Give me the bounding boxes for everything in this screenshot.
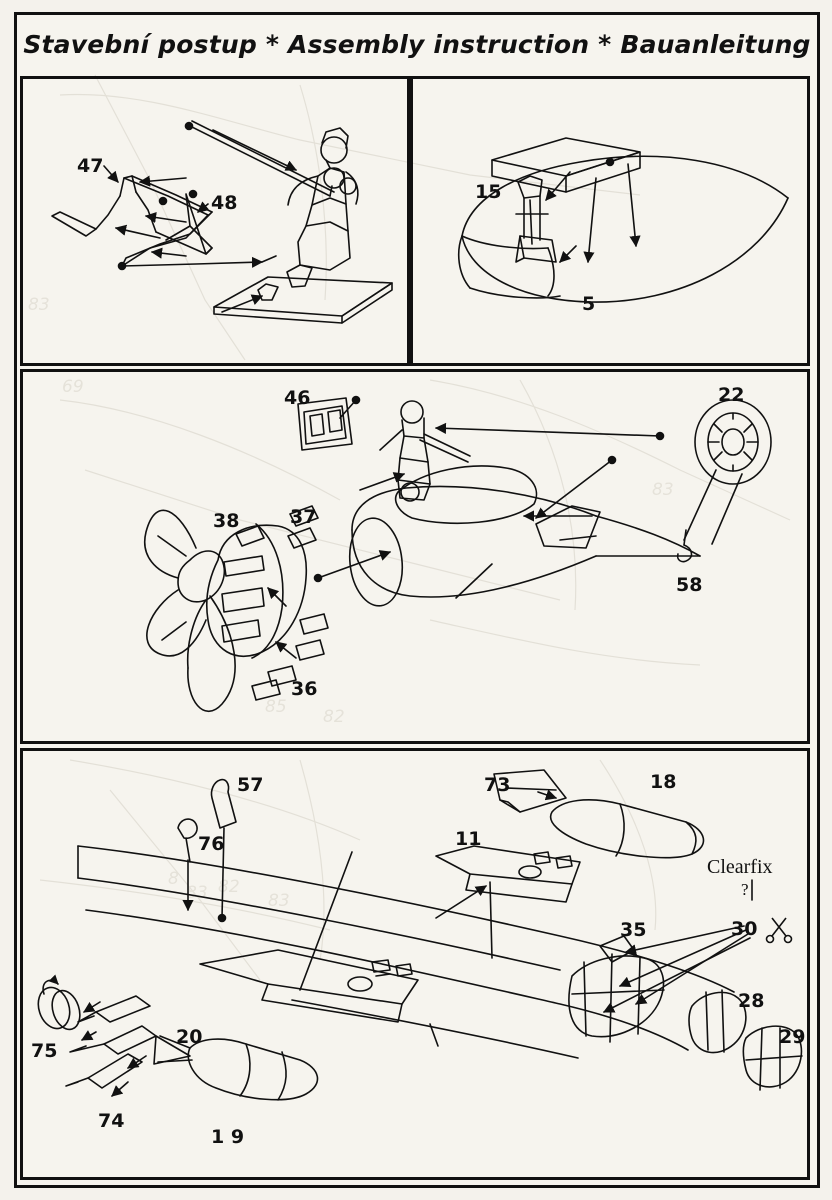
panel-wing-stores — [20, 748, 810, 1180]
callout-46: 46 — [284, 387, 311, 409]
callout-74: 74 — [98, 1110, 125, 1132]
callout-15: 15 — [475, 181, 502, 203]
callout-35: 35 — [620, 919, 647, 941]
callout-19: 1 9 — [211, 1126, 245, 1148]
clearfix-label: Clearfix — [707, 856, 773, 878]
callout-22: 22 — [718, 384, 745, 406]
svg-text:83: 83 — [652, 480, 674, 500]
callout-58: 58 — [676, 574, 703, 596]
callout-73: 73 — [484, 774, 511, 796]
page-title: Stavební postup * Assembly instruction * Bauanleitung — [23, 29, 811, 59]
sheet-title-bar — [17, 15, 817, 73]
callout-37: 37 — [290, 506, 317, 528]
callout-48: 48 — [211, 192, 238, 214]
panel-engine-fuselage — [20, 369, 810, 744]
callout-57: 57 — [237, 774, 264, 796]
svg-text:69: 69 — [62, 377, 84, 397]
callout-20: 20 — [176, 1026, 203, 1048]
callout-75: 75 — [31, 1040, 58, 1062]
callout-38: 38 — [213, 510, 240, 532]
callout-28: 28 — [738, 990, 765, 1012]
callout-18: 18 — [650, 771, 677, 793]
callout-36: 36 — [291, 678, 318, 700]
callout-30: 30 — [731, 918, 758, 940]
panel-radiator — [410, 76, 810, 366]
svg-text:85: 85 — [265, 697, 287, 717]
callout-47: 47 — [77, 155, 104, 177]
callout-29: 29 — [779, 1026, 806, 1048]
question-mark-note: ? — [741, 880, 749, 899]
panel-landing-gear — [20, 76, 410, 366]
svg-text:8: 8 — [168, 869, 179, 889]
svg-text:82: 82 — [218, 877, 240, 897]
svg-text:83: 83 — [268, 891, 290, 911]
callout-11: 11 — [455, 828, 482, 850]
callout-76: 76 — [198, 833, 225, 855]
svg-text:83: 83 — [186, 883, 208, 903]
callout-5: 5 — [582, 293, 596, 315]
svg-text:83: 83 — [28, 295, 50, 315]
svg-text:82: 82 — [323, 707, 345, 727]
